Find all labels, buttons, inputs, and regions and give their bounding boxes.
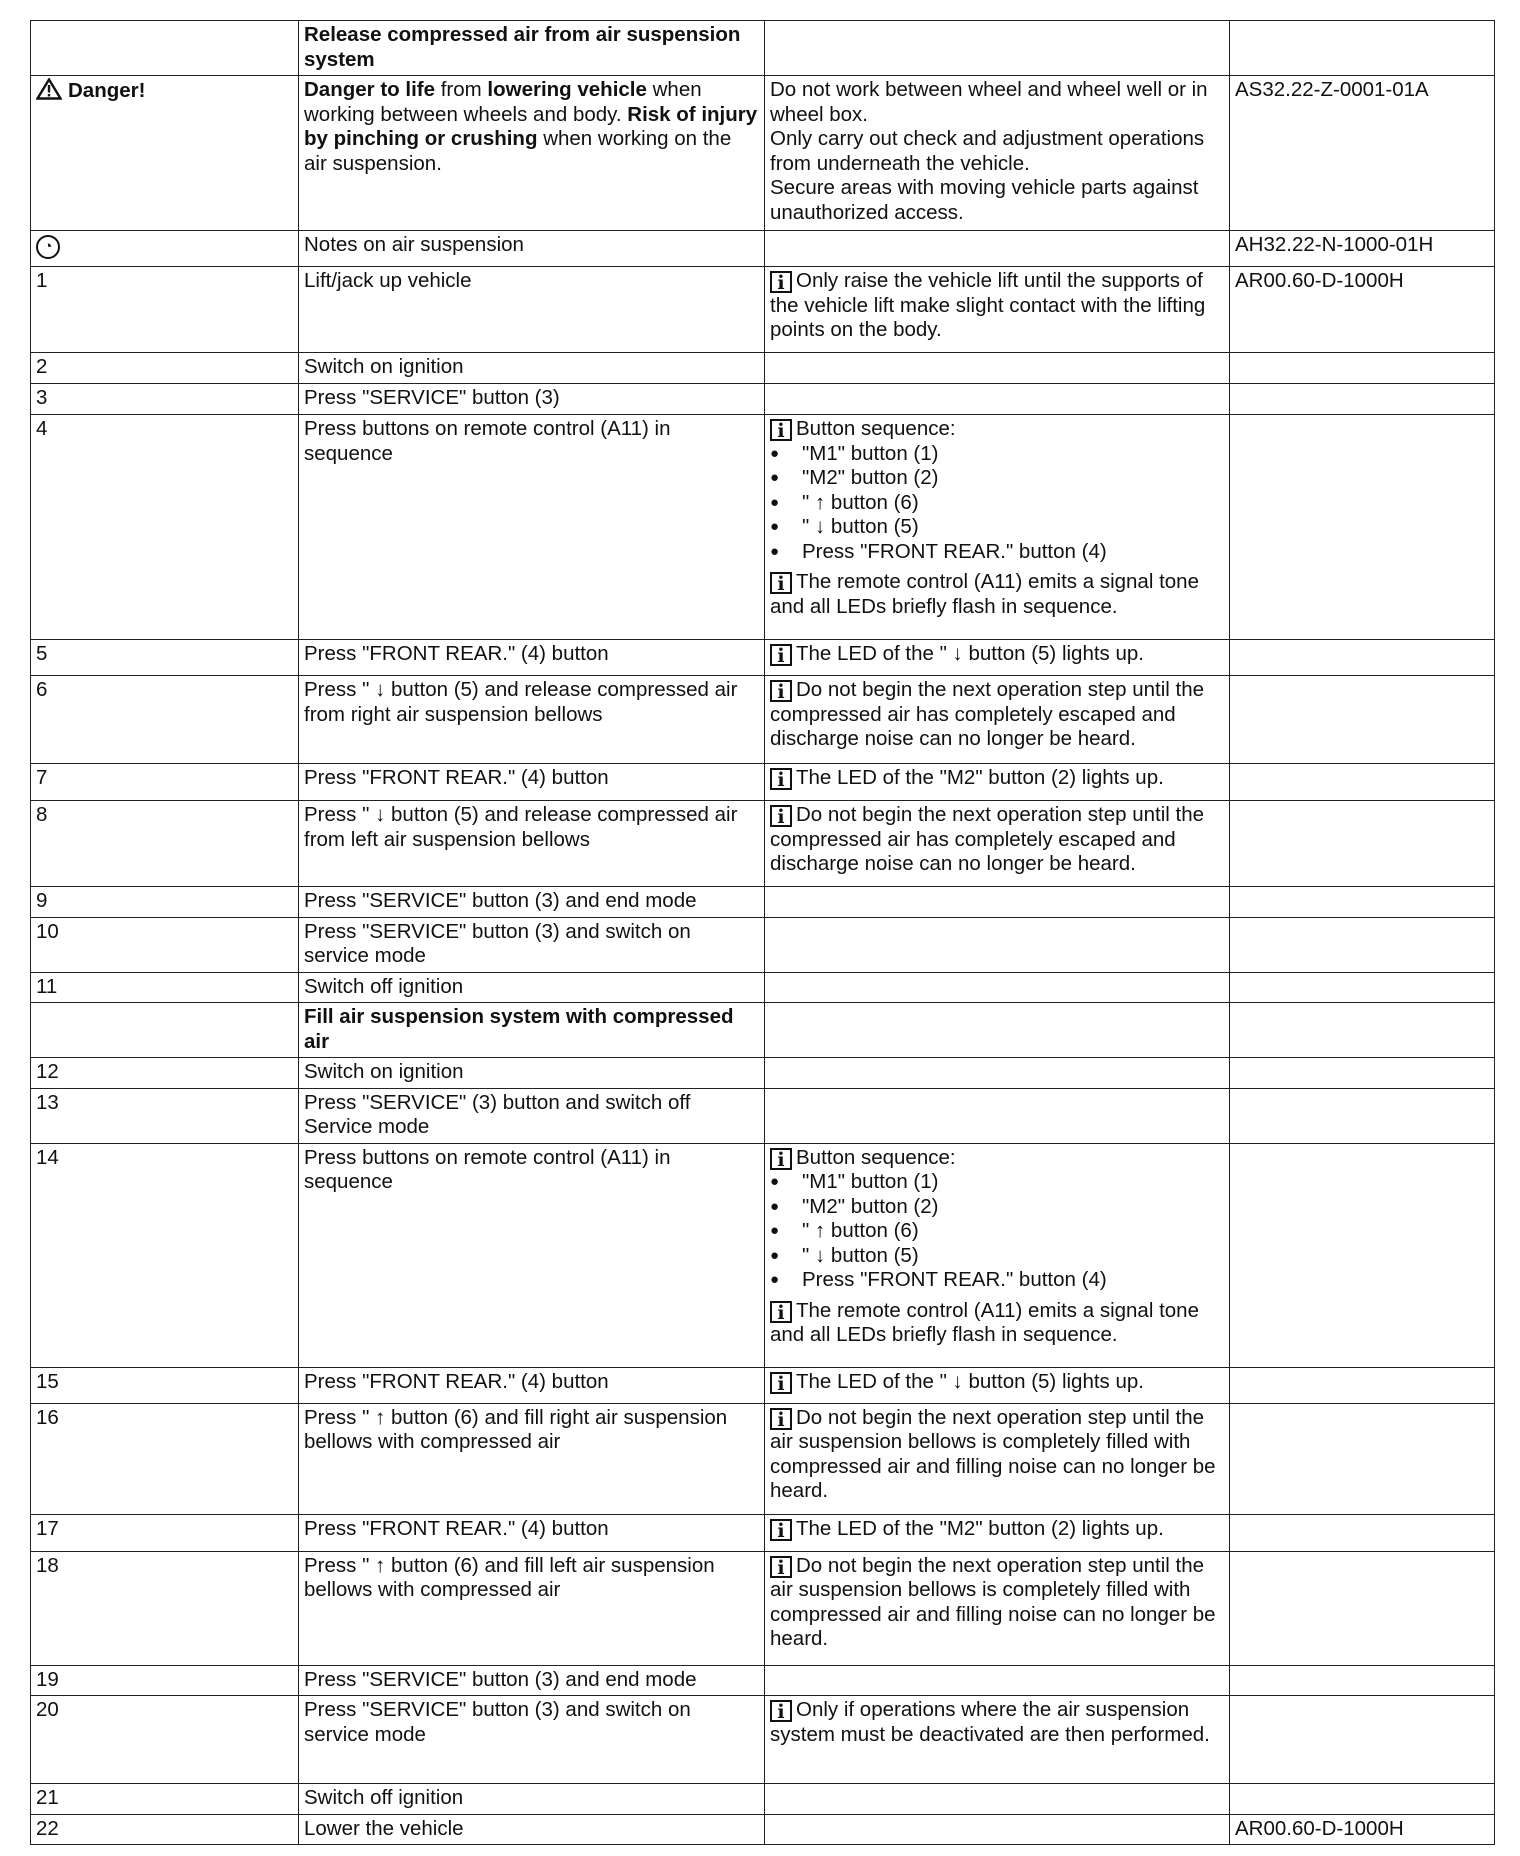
step-info: i Do not begin the next operation step until the air suspension bellows is completely filled with compressed air and filling noise can no longer be heard. [765,1551,1230,1665]
step-action: Press " ↓ button (5) and release compressed air from left air suspension bellows [299,801,765,887]
list-item: ● Press "FRONT REAR." button (4) [770,1268,1224,1293]
table-row [31,917,1495,972]
step-action: Press " ↑ button (6) and fill left air suspension bellows with compressed air [299,1551,765,1665]
step-action: Press "FRONT REAR." (4) button [299,1514,765,1551]
table-row [31,1551,1495,1665]
step-ref: AR00.60-D-1000H [1230,267,1495,353]
step-number: 22 [31,1814,299,1845]
step-action: Press "SERVICE" (3) button and switch off Service mode [299,1088,765,1143]
step-action: Press "SERVICE" button (3) and end mode [299,1665,765,1696]
info-icon: i [770,1700,792,1722]
step-info: i Only if operations where the air suspension system must be deactivated are then performed. [765,1696,1230,1784]
step-number: 10 [31,917,299,972]
step-action: Press " ↑ button (6) and fill right air suspension bellows with compressed air [299,1403,765,1514]
step-info: i The LED of the " ↓ button (5) lights up. [765,1367,1230,1403]
list-item: ● Press "FRONT REAR." button (4) [770,540,1224,565]
step-info: i The LED of the "M2" button (2) lights up. [765,1514,1230,1551]
button-sequence-list [770,1170,1224,1293]
info-icon: i [770,1519,792,1541]
info-icon: i [770,572,792,594]
table-row [31,887,1495,918]
info-icon: i [770,644,792,666]
danger-risk-cell: Danger to life from lowering vehicle when working between wheels and body. Risk of injury by pinching or crushing when working on the air suspension. [299,76,765,231]
step-info: i The LED of the " ↓ button (5) lights up. [765,640,1230,676]
danger-ref: AS32.22-Z-0001-01A [1230,76,1495,231]
step-number: 16 [31,1403,299,1514]
step-info: i The LED of the "M2" button (2) lights up. [765,764,1230,801]
step-number: 4 [31,415,299,640]
info-icon: i [770,1372,792,1394]
step-number: 11 [31,972,299,1003]
step-action: Switch on ignition [299,1058,765,1089]
step-number: 1 [31,267,299,353]
step-action: Switch on ignition [299,353,765,384]
list-item: ● " ↓ button (5) [770,1244,1224,1269]
info-icon: i [770,271,792,293]
step-action: Press buttons on remote control (A11) in sequence [299,1143,765,1367]
table-row [31,1143,1495,1367]
table-row [31,384,1495,415]
step-ref: AR00.60-D-1000H [1230,1814,1495,1845]
step-action: Press "FRONT REAR." (4) button [299,640,765,676]
info-icon: i [770,1148,792,1170]
step-action: Press "FRONT REAR." (4) button [299,764,765,801]
step-number: 5 [31,640,299,676]
table-row [31,640,1495,676]
step-action: Lift/jack up vehicle [299,267,765,353]
info-icon: i [770,419,792,441]
danger-label: Danger! [68,79,146,102]
step-number: 8 [31,801,299,887]
section-header-row [31,1003,1495,1058]
danger-row [31,76,1495,231]
step-number: 6 [31,676,299,764]
step-info: i Do not begin the next operation step until the compressed air has completely escaped and discharge noise can no longer be heard. [765,676,1230,764]
section-header-row [31,21,1495,76]
step-action: Press buttons on remote control (A11) in sequence [299,415,765,640]
step-action: Press "SERVICE" button (3) and switch on service mode [299,1696,765,1784]
section-title: Fill air suspension system with compressed air [299,1003,765,1058]
table-row [31,1367,1495,1403]
note-ref: AH32.22-N-1000-01H [1230,231,1495,267]
step-number: 2 [31,353,299,384]
list-item: ● "M2" button (2) [770,466,1224,491]
table-row [31,676,1495,764]
info-icon: i [770,768,792,790]
step-action: Press " ↓ button (5) and release compressed air from right air suspension bellows [299,676,765,764]
step-number: 19 [31,1665,299,1696]
warning-triangle-icon [36,78,62,107]
note-row [31,231,1495,267]
list-item: ● "M2" button (2) [770,1195,1224,1220]
info-icon: i [770,1556,792,1578]
danger-label-cell [31,76,299,231]
danger-measures: Do not work between wheel and wheel well or in wheel box. Only carry out check and adjustment operations from underneath the vehicle. Secure areas with moving vehicle parts against unauthorized access. [765,76,1230,231]
table-row [31,267,1495,353]
info-icon: i [770,805,792,827]
step-number: 18 [31,1551,299,1665]
list-item: ● " ↓ button (5) [770,515,1224,540]
step-action: Press "FRONT REAR." (4) button [299,1367,765,1403]
step-action: Switch off ignition [299,1784,765,1815]
clock-note-icon: ◔ [36,235,60,259]
list-item: ● " ↑ button (6) [770,491,1224,516]
table-row [31,1784,1495,1815]
step-action: Press "SERVICE" button (3) and switch on service mode [299,917,765,972]
step-number: 14 [31,1143,299,1367]
step-number: 12 [31,1058,299,1089]
table-row [31,1058,1495,1089]
table-row [31,1665,1495,1696]
section-title: Release compressed air from air suspension system [299,21,765,76]
table-row [31,764,1495,801]
step-info: i Only raise the vehicle lift until the supports of the vehicle lift make slight contact with the lifting points on the body. [765,267,1230,353]
table-row [31,1514,1495,1551]
step-info: i Button sequence: ● "M1" button (1) ● "M2" button (2) ● " ↑ button (6) ● " ↓ button (5) ● Press "FRONT REAR." button (4) i The remote control (A11) emits a signal tone and all LEDs briefly flash in sequence. [765,1143,1230,1367]
table-row [31,415,1495,640]
step-number: 21 [31,1784,299,1815]
table-row [31,801,1495,887]
list-item: ● " ↑ button (6) [770,1219,1224,1244]
info-icon: i [770,680,792,702]
step-action: Press "SERVICE" button (3) and end mode [299,887,765,918]
step-number: 7 [31,764,299,801]
step-info: i Do not begin the next operation step until the compressed air has completely escaped and discharge noise can no longer be heard. [765,801,1230,887]
table-row [31,1403,1495,1514]
step-action: Press "SERVICE" button (3) [299,384,765,415]
info-icon: i [770,1408,792,1430]
step-number: 20 [31,1696,299,1784]
step-number: 3 [31,384,299,415]
step-number: 9 [31,887,299,918]
info-icon: i [770,1301,792,1323]
note-text: Notes on air suspension [299,231,765,267]
table-row [31,972,1495,1003]
table-row [31,353,1495,384]
step-info: i Button sequence: ● "M1" button (1) ● "M2" button (2) ● " ↑ button (6) ● " ↓ button (5) ● Press "FRONT REAR." button (4) i The remote control (A11) emits a signal tone and all LEDs briefly flash in sequence. [765,415,1230,640]
step-number: 15 [31,1367,299,1403]
step-number: 13 [31,1088,299,1143]
list-item: ● "M1" button (1) [770,1170,1224,1195]
table-row [31,1088,1495,1143]
step-info: i Do not begin the next operation step until the air suspension bellows is completely filled with compressed air and filling noise can no longer be heard. [765,1403,1230,1514]
list-item: ● "M1" button (1) [770,442,1224,467]
procedure-table [30,20,1495,1845]
table-row [31,1696,1495,1784]
step-number: 17 [31,1514,299,1551]
step-action: Switch off ignition [299,972,765,1003]
table-row [31,1814,1495,1845]
step-action: Lower the vehicle [299,1814,765,1845]
button-sequence-list [770,442,1224,565]
